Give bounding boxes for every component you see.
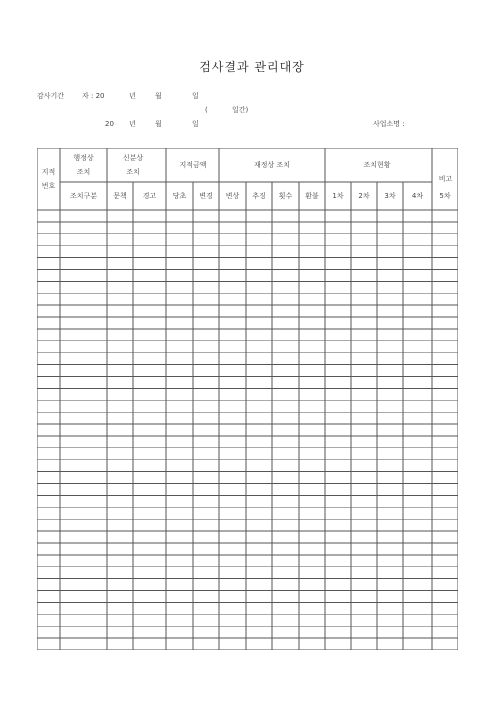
header-progress: 조치현황	[363, 161, 391, 169]
days-label: 일간)	[232, 106, 249, 114]
header-no-line2: 번호	[41, 182, 56, 190]
period-label: 감사기간	[37, 92, 65, 100]
sub-header-9: 1차	[332, 192, 344, 200]
from-year-unit: 년	[129, 92, 136, 100]
sub-header-4: 변경	[199, 192, 213, 200]
table-header-labels	[42, 153, 453, 200]
header-status-line1: 신분상	[122, 154, 144, 162]
sub-header-3: 당초	[172, 192, 187, 200]
sub-header-10: 2차	[358, 192, 370, 200]
sub-header-6: 추징	[252, 192, 266, 200]
sub-header-12: 4차	[411, 192, 424, 200]
period-to-prefix: 20	[105, 120, 114, 128]
days-paren-open: (	[205, 106, 208, 114]
header-no-line1: 지적	[41, 168, 56, 176]
sub-header-5: 변상	[225, 192, 240, 200]
page-title: 검사결과 관리대장	[199, 60, 305, 74]
sub-header-2: 경고	[142, 192, 157, 200]
to-day-unit: 일	[192, 120, 199, 128]
header-finance: 재정상 조치	[253, 161, 291, 169]
header-status-line2: 조치	[126, 168, 140, 176]
header-amount: 지적금액	[179, 161, 207, 169]
sub-header-13: 5차	[439, 192, 451, 200]
from-month-unit: 월	[155, 92, 162, 100]
company-name-label: 사업소명 :	[373, 120, 405, 128]
to-year-unit: 년	[129, 120, 136, 128]
sub-header-11: 3차	[384, 192, 396, 200]
header-remarks: 비고	[438, 175, 453, 183]
header-admin-line1: 행정상	[73, 154, 94, 162]
inspection-results-table	[37, 148, 458, 650]
sub-header-1: 문책	[113, 192, 127, 200]
header-admin-line2: 조치	[76, 168, 91, 176]
to-month-unit: 월	[155, 120, 162, 128]
sub-header-8: 환불	[305, 192, 319, 200]
period-from-prefix: 자 : 20	[82, 92, 105, 100]
sub-header-7: 횟수	[278, 192, 293, 200]
sub-header-0: 조치구분	[69, 192, 98, 200]
from-day-unit: 일	[192, 92, 199, 100]
table-grid-lines	[37, 148, 458, 650]
